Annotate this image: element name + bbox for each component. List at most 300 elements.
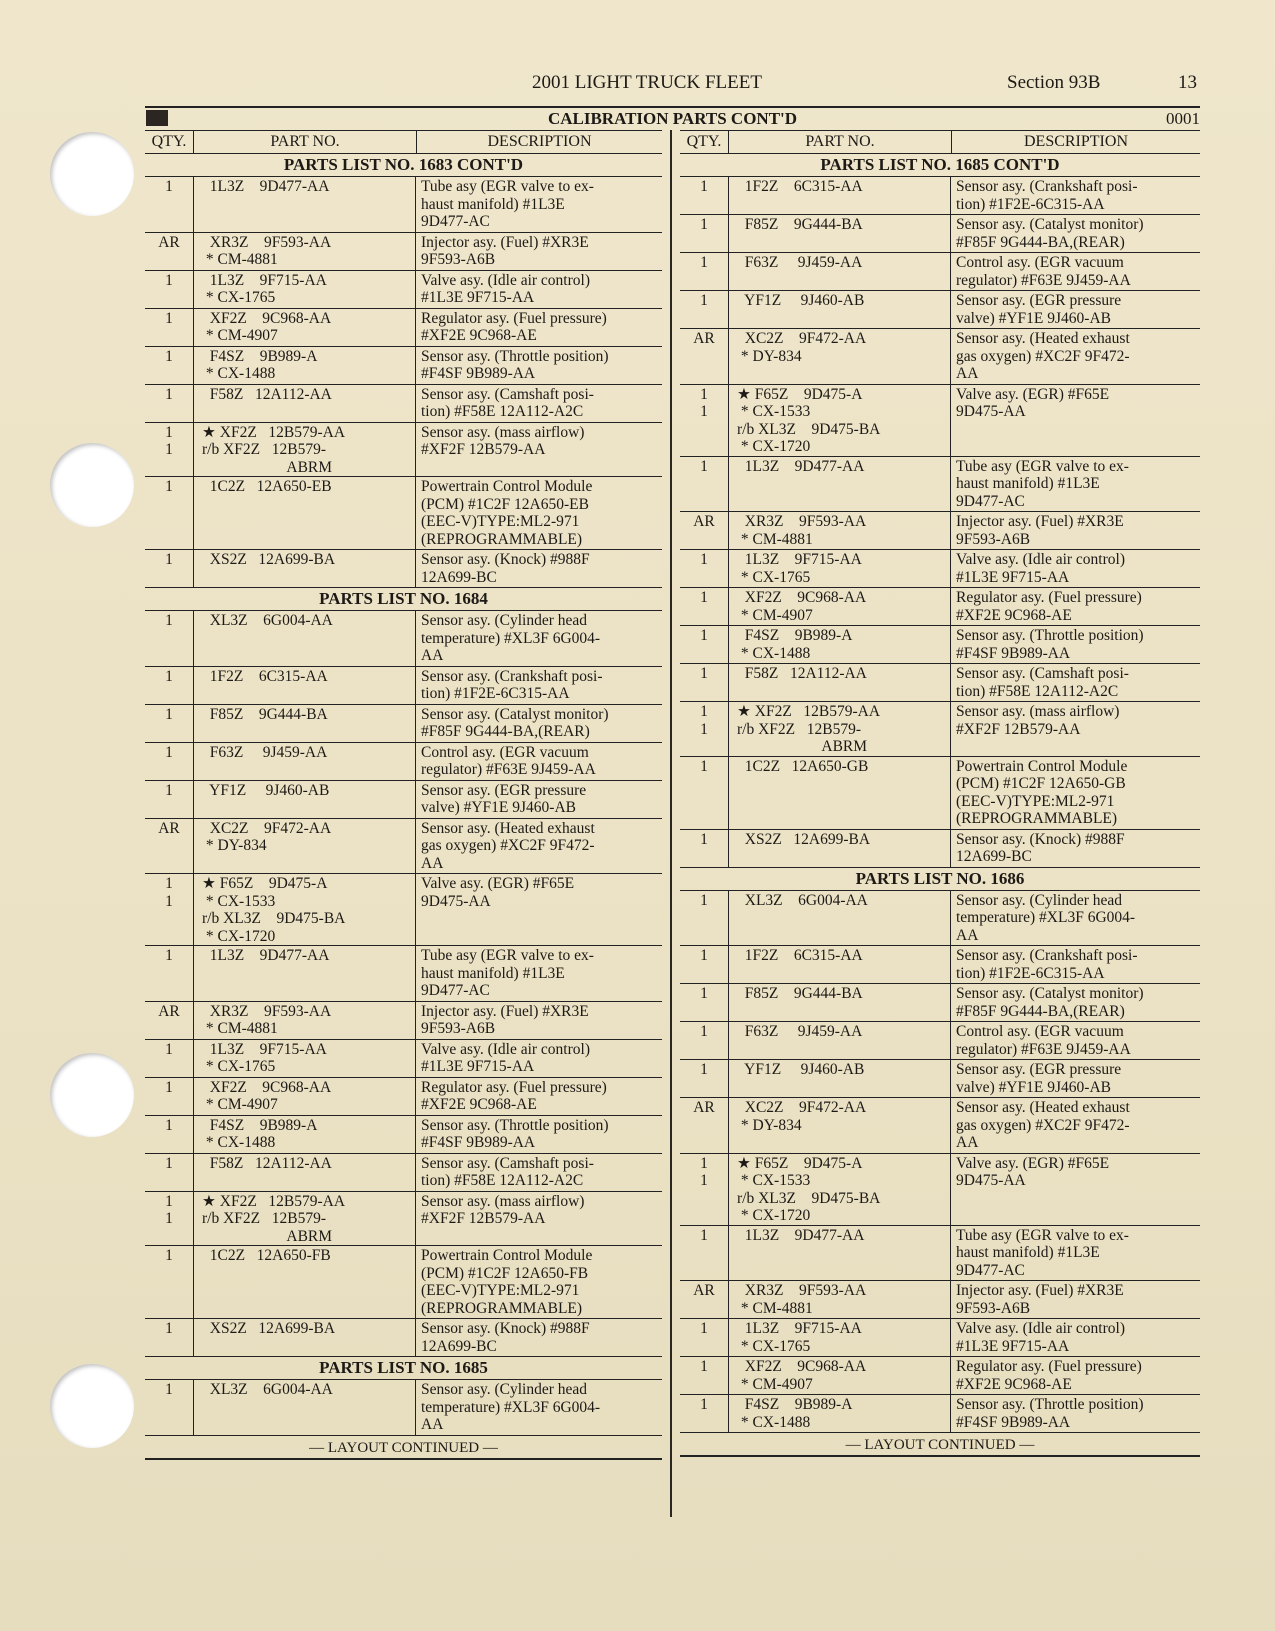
description-cell bbox=[951, 891, 1200, 946]
part-number-cell bbox=[729, 253, 951, 290]
part-number-cell bbox=[729, 891, 951, 946]
part-number-line: 1F2Z 6C315-AA bbox=[202, 667, 328, 685]
qty-line: 1 bbox=[165, 781, 173, 799]
left-column bbox=[145, 130, 662, 1460]
part-number-cell bbox=[729, 550, 951, 587]
description-line: Control asy. (EGR vacuum bbox=[421, 743, 589, 761]
description-cell bbox=[416, 667, 662, 704]
table-row bbox=[680, 1357, 1200, 1395]
part-number-line: F4SZ 9B989-A bbox=[202, 347, 318, 365]
part-number-line: r/b XL3Z 9D475-BA bbox=[202, 910, 346, 927]
description-line: Valve asy. (Idle air control) bbox=[956, 551, 1125, 568]
description-cell bbox=[951, 1154, 1200, 1225]
description-line: #F85F 9G444-BA,(REAR) bbox=[421, 723, 590, 740]
part-number-line: * CM-4881 bbox=[737, 530, 813, 548]
part-number-cell bbox=[729, 457, 951, 512]
qty-cell bbox=[145, 1192, 194, 1246]
qty-cell bbox=[680, 177, 729, 214]
description-cell bbox=[951, 512, 1200, 549]
part-number-cell bbox=[729, 702, 951, 756]
description-line: 9D477-AC bbox=[421, 982, 490, 999]
qty-line: 1 bbox=[700, 1061, 708, 1078]
part-number-line: 1L3Z 9D477-AA bbox=[202, 178, 330, 195]
qty-cell bbox=[680, 830, 729, 867]
qty-line: 1 bbox=[700, 757, 708, 775]
description-line: (PCM) #1C2F 12A650-GB bbox=[956, 775, 1126, 792]
qty-cell bbox=[145, 477, 194, 549]
part-number-line: F63Z 9J459-AA bbox=[737, 254, 863, 271]
description-line: Valve asy. (Idle air control) bbox=[421, 1040, 590, 1058]
part-number-cell bbox=[194, 347, 416, 384]
part-number-line: XR3Z 9F593-AA bbox=[202, 233, 332, 251]
qty-cell bbox=[680, 1226, 729, 1281]
qty-cell bbox=[145, 781, 194, 818]
description-line: Regulator asy. (Fuel pressure) bbox=[956, 589, 1142, 606]
description-cell bbox=[951, 1022, 1200, 1059]
part-number-line: YF1Z 9J460-AB bbox=[737, 292, 865, 309]
qty-cell bbox=[145, 705, 194, 742]
description-line: Sensor asy. (EGR pressure bbox=[421, 781, 587, 799]
description-line: Injector asy. (Fuel) #XR3E bbox=[421, 233, 589, 251]
table-row bbox=[145, 309, 662, 347]
description-cell bbox=[951, 1319, 1200, 1356]
part-number-line: * CM-4907 bbox=[737, 606, 813, 624]
part-number-line: F85Z 9G444-BA bbox=[737, 216, 863, 233]
description-line: haust manifold) #1L3E bbox=[421, 195, 565, 213]
part-number-cell bbox=[194, 1319, 416, 1356]
qty-cell bbox=[680, 702, 729, 756]
description-line: 12A699-BC bbox=[421, 1337, 497, 1355]
description-line: 9F593-A6B bbox=[421, 1020, 496, 1037]
table-row bbox=[680, 891, 1200, 947]
qty-line: 1 bbox=[165, 385, 173, 403]
part-number-cell bbox=[729, 664, 951, 701]
table-row bbox=[680, 702, 1200, 757]
part-number-line: * DY-834 bbox=[202, 837, 267, 854]
description-cell bbox=[416, 705, 662, 742]
qty-line: 1 bbox=[700, 665, 708, 682]
description-cell bbox=[951, 946, 1200, 983]
part-number-line: 1F2Z 6C315-AA bbox=[737, 178, 863, 195]
description-cell bbox=[416, 1002, 662, 1039]
description-line: regulator) #F63E 9J459-AA bbox=[956, 271, 1131, 289]
part-number-cell bbox=[194, 271, 416, 308]
description-line: tion) #1F2E-6C315-AA bbox=[956, 195, 1105, 213]
description-line: tion) #1F2E-6C315-AA bbox=[421, 685, 570, 702]
part-number-cell bbox=[729, 512, 951, 549]
part-number-line: XL3Z 6G004-AA bbox=[202, 612, 333, 629]
part-number-line: 1L3Z 9F715-AA bbox=[202, 271, 327, 289]
part-number-cell bbox=[729, 830, 951, 867]
description-cell bbox=[416, 611, 662, 666]
part-number-cell bbox=[194, 1078, 416, 1115]
part-number-line: XF2Z 9C968-AA bbox=[737, 1358, 867, 1375]
table-row bbox=[680, 588, 1200, 626]
description-cell bbox=[951, 1395, 1200, 1432]
qty-cell bbox=[145, 177, 194, 232]
description-line: #F85F 9G444-BA,(REAR) bbox=[956, 1002, 1125, 1020]
part-number-cell bbox=[194, 611, 416, 666]
description-line: Sensor asy. (mass airflow) bbox=[956, 703, 1120, 720]
part-number-cell bbox=[729, 215, 951, 252]
qty-line: 1 bbox=[700, 1320, 708, 1337]
qty-cell bbox=[680, 1060, 729, 1097]
qty-line: 1 bbox=[165, 1078, 173, 1096]
part-number-cell bbox=[729, 757, 951, 829]
qty-line: AR bbox=[158, 233, 180, 251]
part-number-line: * CM-4907 bbox=[202, 327, 278, 344]
part-number-cell bbox=[729, 1281, 951, 1318]
part-number-line: F4SZ 9B989-A bbox=[202, 1116, 318, 1134]
part-number-cell bbox=[194, 781, 416, 818]
description-line: regulator) #F63E 9J459-AA bbox=[956, 1040, 1131, 1058]
part-number-line: ★ XF2Z 12B579-AA bbox=[737, 703, 881, 720]
qty-line: 1 bbox=[165, 1247, 173, 1264]
description-line: 9F593-A6B bbox=[421, 251, 496, 268]
part-number-line: * CX-1765 bbox=[202, 1058, 276, 1075]
description-line: haust manifold) #1L3E bbox=[956, 1244, 1100, 1261]
part-number-line: * CX-1765 bbox=[737, 568, 811, 586]
right-column bbox=[680, 130, 1200, 1457]
table-row bbox=[145, 1246, 662, 1319]
description-line: Valve asy. (EGR) #F65E bbox=[956, 385, 1110, 403]
description-line: Tube asy (EGR valve to ex- bbox=[421, 947, 594, 964]
qty-cell bbox=[680, 984, 729, 1021]
description-line: Sensor asy. (Crankshaft posi- bbox=[421, 667, 603, 685]
description-line: Valve asy. (Idle air control) bbox=[956, 1320, 1125, 1337]
part-number-cell bbox=[194, 1246, 416, 1318]
part-number-line: * CX-1533 bbox=[737, 403, 811, 420]
part-number-line: 1L3Z 9F715-AA bbox=[737, 551, 862, 568]
part-number-line: * CX-1765 bbox=[202, 289, 276, 306]
description-cell bbox=[951, 757, 1200, 829]
description-line: Control asy. (EGR vacuum bbox=[956, 254, 1124, 271]
part-number-line: ABRM bbox=[202, 458, 333, 476]
qty-line: 1 bbox=[165, 478, 173, 495]
description-cell bbox=[951, 664, 1200, 701]
description-line: Sensor asy. (Heated exhaust bbox=[956, 330, 1130, 347]
parts-list-title: PARTS LIST NO. 1683 CONT'D bbox=[145, 154, 662, 177]
description-line: temperature) #XL3F 6G004- bbox=[421, 629, 601, 647]
description-cell bbox=[416, 347, 662, 384]
part-number-cell bbox=[194, 423, 416, 477]
description-line: tion) #F58E 12A112-A2C bbox=[421, 1172, 584, 1189]
right-lists bbox=[680, 154, 1200, 1433]
description-line: haust manifold) #1L3E bbox=[956, 475, 1100, 492]
description-line: Sensor asy. (Knock) #988F bbox=[421, 551, 590, 568]
part-number-cell bbox=[194, 819, 416, 874]
qty-line: 1 bbox=[165, 347, 173, 365]
qty-cell bbox=[145, 347, 194, 384]
table-row bbox=[680, 215, 1200, 253]
qty-line: 1 bbox=[700, 1226, 708, 1244]
table-row bbox=[145, 177, 662, 233]
part-number-line: YF1Z 9J460-AB bbox=[202, 781, 330, 799]
table-row bbox=[145, 550, 662, 588]
description-line: Tube asy (EGR valve to ex- bbox=[956, 457, 1129, 475]
part-number-cell bbox=[729, 1395, 951, 1432]
left-lists bbox=[145, 154, 662, 1436]
description-line: regulator) #F63E 9J459-AA bbox=[421, 761, 596, 778]
table-row bbox=[145, 611, 662, 667]
description-line: Sensor asy. (Catalyst monitor) bbox=[421, 705, 609, 723]
description-line: temperature) #XL3F 6G004- bbox=[421, 1398, 601, 1416]
qty-header: QTY. bbox=[680, 131, 729, 153]
part-number-line: * CM-4881 bbox=[202, 1020, 278, 1037]
description-line: Sensor asy. (Throttle position) bbox=[956, 627, 1144, 644]
description-cell bbox=[416, 477, 662, 549]
table-row bbox=[145, 477, 662, 550]
part-number-line: * CM-4907 bbox=[202, 1096, 278, 1113]
description-line: AA bbox=[956, 1134, 979, 1151]
qty-cell bbox=[145, 423, 194, 477]
qty-line: 1 bbox=[165, 875, 173, 892]
binder-hole bbox=[50, 132, 134, 216]
part-number-cell bbox=[729, 1319, 951, 1356]
qty-cell bbox=[145, 1116, 194, 1153]
part-number-line: XC2Z 9F472-AA bbox=[737, 330, 867, 347]
binder-hole bbox=[50, 1053, 134, 1137]
qty-cell bbox=[145, 550, 194, 587]
part-number-line: * DY-834 bbox=[737, 1116, 802, 1134]
description-cell bbox=[951, 1357, 1200, 1394]
description-line: (REPROGRAMMABLE) bbox=[421, 1299, 583, 1317]
qty-cell bbox=[680, 588, 729, 625]
description-line: tion) #F58E 12A112-A2C bbox=[956, 682, 1119, 700]
description-line: Injector asy. (Fuel) #XR3E bbox=[421, 1002, 589, 1020]
description-line: 12A699-BC bbox=[421, 568, 497, 586]
table-row bbox=[680, 385, 1200, 457]
description-line: Valve asy. (EGR) #F65E bbox=[956, 1154, 1110, 1172]
qty-cell bbox=[680, 1022, 729, 1059]
part-number-line: XL3Z 6G004-AA bbox=[202, 1381, 333, 1398]
description-line: 9F593-A6B bbox=[956, 530, 1031, 548]
description-line: AA bbox=[421, 854, 444, 872]
description-line: Regulator asy. (Fuel pressure) bbox=[421, 1078, 607, 1096]
description-cell bbox=[416, 309, 662, 346]
part-number-line: ★ XF2Z 12B579-AA bbox=[202, 423, 346, 441]
qty-cell bbox=[680, 385, 729, 456]
qty-cell bbox=[145, 946, 194, 1001]
qty-cell bbox=[145, 1002, 194, 1039]
description-line: #1L3E 9F715-AA bbox=[956, 568, 1070, 586]
part-number-line: F85Z 9G444-BA bbox=[737, 985, 863, 1002]
part-number-cell bbox=[194, 874, 416, 945]
description-line: Powertrain Control Module bbox=[421, 478, 593, 495]
description-line: #XF2F 12B579-AA bbox=[421, 1210, 546, 1227]
qty-line: 1 bbox=[165, 441, 173, 458]
qty-cell bbox=[145, 1246, 194, 1318]
table-row bbox=[145, 1319, 662, 1357]
qty-line: 1 bbox=[165, 1381, 173, 1398]
description-line: Regulator asy. (Fuel pressure) bbox=[956, 1358, 1142, 1375]
description-cell bbox=[416, 1154, 662, 1191]
description-line: Sensor asy. (Heated exhaust bbox=[956, 1099, 1130, 1116]
part-number-cell bbox=[194, 705, 416, 742]
qty-cell bbox=[145, 385, 194, 422]
qty-line: 1 bbox=[165, 1210, 173, 1227]
qty-line: 1 bbox=[165, 1192, 173, 1210]
description-line: 9D475-AA bbox=[956, 403, 1026, 420]
description-line: 9D477-AC bbox=[956, 1261, 1025, 1279]
qty-line: 1 bbox=[700, 830, 708, 848]
part-number-cell bbox=[194, 1040, 416, 1077]
description-line: #F4SF 9B989-AA bbox=[421, 365, 536, 382]
part-number-cell bbox=[729, 1357, 951, 1394]
description-line: Regulator asy. (Fuel pressure) bbox=[421, 309, 607, 327]
qty-header: QTY. bbox=[145, 131, 194, 153]
description-cell bbox=[416, 1246, 662, 1318]
qty-line: 1 bbox=[700, 1396, 708, 1413]
qty-cell bbox=[680, 664, 729, 701]
description-line: Sensor asy. (Catalyst monitor) bbox=[956, 216, 1144, 233]
table-row bbox=[680, 946, 1200, 984]
qty-line: 1 bbox=[700, 985, 708, 1002]
part-number-line: F58Z 12A112-AA bbox=[737, 665, 867, 682]
part-header: PART NO. bbox=[194, 131, 417, 153]
table-row bbox=[145, 1116, 662, 1154]
part-number-line: 1F2Z 6C315-AA bbox=[737, 947, 863, 964]
table-row bbox=[680, 626, 1200, 664]
qty-line: 1 bbox=[165, 667, 173, 685]
description-cell bbox=[416, 271, 662, 308]
description-cell bbox=[951, 457, 1200, 512]
qty-line: 1 bbox=[165, 705, 173, 723]
binder-hole bbox=[50, 443, 134, 527]
part-number-line: r/b XF2Z 12B579- bbox=[202, 1210, 326, 1227]
table-row bbox=[145, 1154, 662, 1192]
qty-cell bbox=[680, 757, 729, 829]
desc-header: DESCRIPTION bbox=[1023, 133, 1128, 150]
description-line: valve) #YF1E 9J460-AB bbox=[956, 1078, 1111, 1096]
qty-line: AR bbox=[693, 1282, 715, 1299]
qty-line: AR bbox=[158, 1002, 180, 1020]
qty-cell bbox=[145, 271, 194, 308]
description-line: Injector asy. (Fuel) #XR3E bbox=[956, 1282, 1124, 1299]
description-cell bbox=[416, 550, 662, 587]
part-number-line: * CM-4907 bbox=[737, 1375, 813, 1393]
qty-cell bbox=[680, 1395, 729, 1432]
part-number-line: F4SZ 9B989-A bbox=[737, 627, 853, 644]
part-number-line: 1L3Z 9F715-AA bbox=[737, 1320, 862, 1337]
description-line: Sensor asy. (Throttle position) bbox=[421, 347, 609, 365]
description-line: (EEC-V)TYPE:ML2-971 bbox=[956, 792, 1115, 810]
description-cell bbox=[951, 702, 1200, 756]
part-number-line: 1C2Z 12A650-EB bbox=[202, 478, 332, 495]
description-cell bbox=[951, 984, 1200, 1021]
part-number-line: XL3Z 6G004-AA bbox=[737, 891, 868, 909]
part-number-cell bbox=[194, 233, 416, 270]
table-row bbox=[145, 819, 662, 875]
part-number-cell bbox=[194, 1116, 416, 1153]
description-line: #XF2F 12B579-AA bbox=[421, 441, 546, 458]
part-number-line: ABRM bbox=[202, 1227, 333, 1245]
qty-line: 1 bbox=[700, 551, 708, 568]
description-line: Sensor asy. (Camshaft posi- bbox=[421, 1154, 594, 1172]
part-number-line: XS2Z 12A699-BA bbox=[202, 551, 336, 568]
table-row bbox=[680, 1022, 1200, 1060]
description-cell bbox=[416, 423, 662, 477]
description-line: Valve asy. (EGR) #F65E bbox=[421, 875, 575, 892]
qty-line: 1 bbox=[165, 743, 173, 761]
description-line: Sensor asy. (EGR pressure bbox=[956, 292, 1122, 309]
qty-cell bbox=[680, 891, 729, 946]
qty-cell bbox=[145, 667, 194, 704]
description-line: Sensor asy. (Catalyst monitor) bbox=[956, 985, 1144, 1002]
part-number-line: * CX-1488 bbox=[202, 365, 276, 382]
qty-cell bbox=[145, 1040, 194, 1077]
description-line: (PCM) #1C2F 12A650-FB bbox=[421, 1264, 589, 1282]
qty-line: 1 bbox=[700, 385, 708, 403]
description-line: #XF2E 9C968-AE bbox=[956, 606, 1072, 624]
description-line: Sensor asy. (Cylinder head bbox=[421, 1381, 588, 1398]
part-number-line: ★ F65Z 9D475-A bbox=[202, 875, 328, 892]
table-row bbox=[680, 457, 1200, 513]
qty-line: 1 bbox=[700, 720, 708, 738]
part-number-line: F63Z 9J459-AA bbox=[737, 1023, 863, 1040]
qty-cell bbox=[145, 874, 194, 945]
description-cell bbox=[951, 177, 1200, 214]
description-line: Sensor asy. (Camshaft posi- bbox=[421, 385, 594, 403]
part-number-cell bbox=[194, 177, 416, 232]
table-row bbox=[145, 347, 662, 385]
qty-cell bbox=[680, 1154, 729, 1225]
running-head bbox=[145, 72, 1200, 98]
table-row bbox=[145, 743, 662, 781]
description-line: Sensor asy. (Camshaft posi- bbox=[956, 665, 1129, 682]
table-row bbox=[145, 1002, 662, 1040]
part-number-cell bbox=[729, 1154, 951, 1225]
qty-line: 1 bbox=[165, 1320, 173, 1337]
qty-cell bbox=[145, 1154, 194, 1191]
description-line: gas oxygen) #XC2F 9F472- bbox=[421, 837, 595, 854]
description-line: Powertrain Control Module bbox=[956, 757, 1128, 775]
description-line: Sensor asy. (Cylinder head bbox=[956, 891, 1123, 909]
table-row bbox=[680, 512, 1200, 550]
qty-line: 1 bbox=[165, 1116, 173, 1134]
part-number-cell bbox=[194, 743, 416, 780]
qty-cell bbox=[145, 743, 194, 780]
description-line: #1L3E 9F715-AA bbox=[956, 1337, 1070, 1355]
part-number-cell bbox=[729, 1226, 951, 1281]
part-number-line: * CX-1488 bbox=[737, 644, 811, 662]
qty-line: 1 bbox=[165, 271, 173, 289]
qty-cell bbox=[680, 291, 729, 328]
part-number-line: * CX-1720 bbox=[202, 927, 276, 945]
part-number-line: F58Z 12A112-AA bbox=[202, 385, 332, 403]
description-cell bbox=[951, 385, 1200, 456]
qty-cell bbox=[680, 329, 729, 384]
description-line: Injector asy. (Fuel) #XR3E bbox=[956, 513, 1124, 530]
column-header bbox=[145, 130, 662, 154]
part-number-line: XS2Z 12A699-BA bbox=[737, 830, 871, 848]
qty-line: 1 bbox=[165, 309, 173, 327]
part-number-line: XC2Z 9F472-AA bbox=[737, 1099, 867, 1116]
qty-line: 1 bbox=[165, 551, 173, 568]
description-line: tion) #1F2E-6C315-AA bbox=[956, 964, 1105, 982]
parts-list-title: PARTS LIST NO. 1684 bbox=[145, 588, 662, 611]
qty-line: AR bbox=[693, 330, 715, 347]
layout-continued-left: — LAYOUT CONTINUED — bbox=[145, 1438, 662, 1460]
table-row bbox=[145, 1078, 662, 1116]
part-number-line: * DY-834 bbox=[737, 347, 802, 365]
part-number-line: F58Z 12A112-AA bbox=[202, 1154, 332, 1172]
table-row bbox=[680, 1395, 1200, 1433]
description-line: Sensor asy. (Crankshaft posi- bbox=[956, 947, 1138, 964]
table-row bbox=[145, 667, 662, 705]
description-line: Sensor asy. (mass airflow) bbox=[421, 1192, 585, 1210]
part-number-line: * CX-1533 bbox=[737, 1172, 811, 1189]
